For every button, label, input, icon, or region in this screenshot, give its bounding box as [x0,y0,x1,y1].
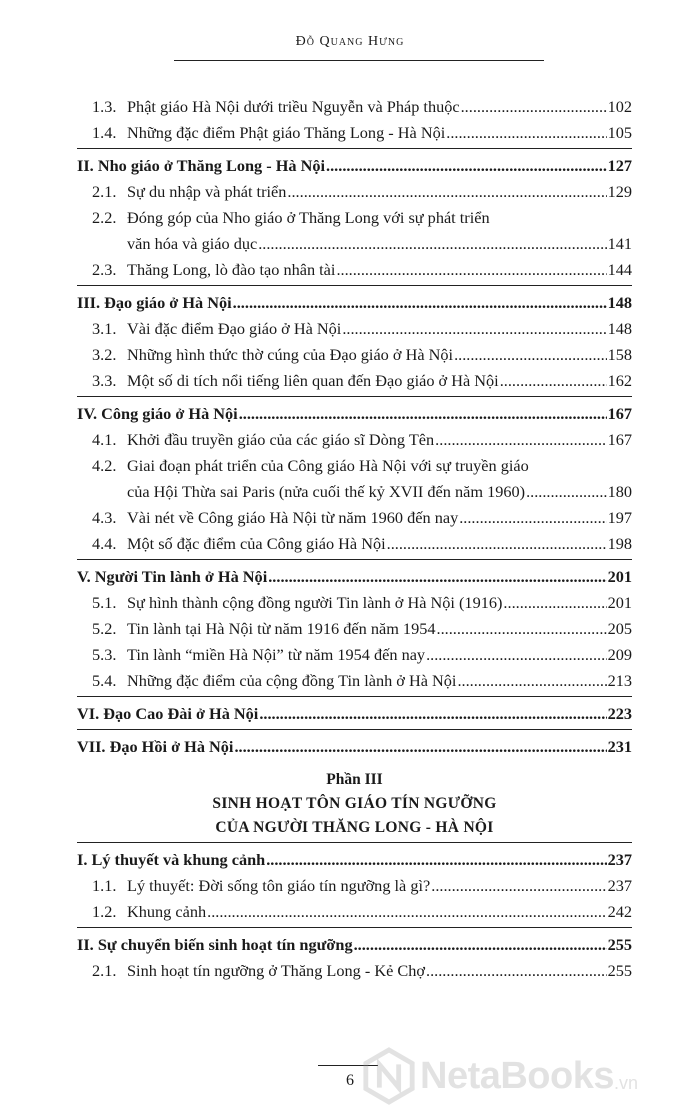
entry-title: Tin lành tại Hà Nội từ năm 1916 đến năm 1954 [127,619,436,638]
entry-title: Lý thuyết: Đời sống tôn giáo tín ngưỡng là gì? [127,876,431,895]
leader-dots [266,847,606,873]
entry-page: 209 [607,645,632,664]
leader-dots [426,958,607,984]
entry-page: 167 [607,430,632,449]
entry-page: 129 [607,182,632,201]
entry-number: 5.4. [92,671,117,690]
entry-number: 2.1. [92,961,117,980]
entry-title: Vài đặc điểm Đạo giáo ở Hà Nội [127,319,342,338]
entry-page: 127 [607,156,632,175]
entry-title: Một số di tích nổi tiếng liên quan đến Đạo giáo ở Hà Nội [127,371,499,390]
entry-number: 5.3. [92,645,117,664]
watermark-brand: NetaBooks [420,1054,614,1097]
entry-number: 1.3. [92,97,117,116]
leader-dots [387,531,607,557]
entry-page: 201 [607,567,632,586]
leader-dots [426,642,607,668]
toc-heading-entry [77,290,632,316]
entry-number: 3.2. [92,345,117,364]
leader-dots [446,120,606,146]
leader-dots [526,479,607,505]
toc-heading-entry [77,153,632,179]
entry-page: 231 [607,737,632,756]
page-number: 6 [346,1072,354,1089]
toc-entry [92,120,632,146]
entry-page: 201 [607,593,632,612]
entry-number: 4.3. [92,508,117,527]
entry-title-continued: văn hóa và giáo dục [127,234,258,253]
entry-number: 1.2. [92,902,117,921]
entry-page: 237 [607,876,632,895]
part-title-line-1: SINH HOẠT TÔN GIÁO TÍN NGƯỠNG [212,795,497,812]
entry-title: Giai đoạn phát triển của Công giáo Hà Nội với sự truyền giáo [127,456,529,475]
leader-dots [342,316,606,342]
entry-title: Sự hình thành cộng đồng người Tin lành ở Hà Nội (1916) [127,593,503,612]
entry-title: VI. Đạo Cao Đài ở Hà Nội [77,704,259,723]
entry-title: II. Sự chuyển biến sinh hoạt tín ngưỡng [77,935,353,954]
entry-page: 167 [607,404,632,423]
leader-dots [207,899,606,925]
entry-number: 4.4. [92,534,117,553]
entry-page: 255 [607,961,632,980]
entry-number: 2.2. [92,208,117,227]
leader-dots [457,668,606,694]
toc-entry [92,257,632,283]
part-label: Phần III [326,771,383,788]
toc-section-1 [77,94,632,760]
entry-page: 223 [607,704,632,723]
toc-entry [92,668,632,694]
running-head: Đỗ Quang Hưng [295,34,405,49]
entry-title: II. Nho giáo ở Thăng Long - Hà Nội [77,156,326,175]
toc-entry [92,642,632,668]
leader-dots [354,932,607,958]
entry-number: 5.1. [92,593,117,612]
toc-entry [92,94,632,120]
toc-heading-entry [77,847,632,873]
toc-entry [92,368,632,394]
entry-number: 4.1. [92,430,117,449]
leader-dots [435,427,606,453]
leader-dots [336,257,606,283]
toc-section-2 [77,842,632,984]
entry-page: 105 [607,123,632,142]
entry-page: 213 [607,671,632,690]
entry-title: Phật giáo Hà Nội dưới triều Nguyễn và Pháp thuộc [127,97,460,116]
entry-number: 1.1. [92,876,117,895]
leader-dots [461,94,607,120]
leader-dots [234,734,606,760]
leader-dots [258,231,606,257]
entry-page: 148 [607,319,632,338]
part-title-line-2: CỦA NGƯỜI THĂNG LONG - HÀ NỘI [215,819,494,836]
toc-entry [92,873,632,899]
entry-number: 3.1. [92,319,117,338]
entry-title: Một số đặc điểm của Công giáo Hà Nội [127,534,386,553]
entry-page: 141 [607,234,632,253]
entry-page: 102 [607,97,632,116]
toc-entry [92,531,632,557]
watermark [360,1046,700,1106]
entry-page: 198 [607,534,632,553]
leader-dots [500,368,607,394]
leader-dots [233,290,607,316]
leader-dots [431,873,606,899]
entry-title-continued: của Hội Thừa sai Paris (nửa cuối thế kỷ XVII đến năm 1960) [127,482,526,501]
leader-dots [503,590,606,616]
entry-title: IV. Công giáo ở Hà Nội [77,404,238,423]
entry-page: 255 [607,935,632,954]
entry-title: Thăng Long, lò đào tạo nhân tài [127,260,336,279]
toc-heading-entry [77,401,632,427]
leader-dots [287,179,606,205]
header-rule [174,60,544,61]
entry-page: 144 [607,260,632,279]
entry-page: 242 [607,902,632,921]
entry-number: 2.3. [92,260,117,279]
entry-title: Đóng góp của Nho giáo ở Thăng Long với sự phát triển [127,208,490,227]
entry-title: Sinh hoạt tín ngưỡng ở Thăng Long - Kẻ Chợ [127,961,425,980]
toc-entry [92,342,632,368]
toc-entry [92,616,632,642]
entry-page: 237 [607,850,632,869]
toc-heading-entry [77,701,632,727]
toc-heading-entry [77,734,632,760]
entry-title: Sự du nhập và phát triển [127,182,287,201]
watermark-suffix: .vn [614,1072,639,1093]
entry-title: Khung cảnh [127,902,207,921]
leader-dots [437,616,607,642]
toc-entry [92,505,632,531]
entry-page: 205 [607,619,632,638]
leader-dots [239,401,607,427]
entry-title: Những đặc điểm của cộng đồng Tin lành ở Hà Nội [127,671,457,690]
toc-entry [92,427,632,453]
entry-number: 4.2. [92,456,117,475]
entry-title: Vài nét về Công giáo Hà Nội từ năm 1960 đến nay [127,508,459,527]
toc-entry [92,590,632,616]
entry-title: Những đặc điểm Phật giáo Thăng Long - Hà Nội [127,123,446,142]
entry-page: 162 [607,371,632,390]
entry-page: 180 [607,482,632,501]
table-of-contents [77,94,632,984]
toc-entry [92,179,632,205]
toc-heading-entry [77,564,632,590]
entry-page: 158 [607,345,632,364]
entry-title: Khởi đầu truyền giáo của các giáo sĩ Dòng Tên [127,430,435,449]
toc-entry [92,316,632,342]
toc-entry [92,205,632,257]
entry-number: 5.2. [92,619,117,638]
entry-title: VII. Đạo Hồi ở Hà Nội [77,737,234,756]
entry-title: I. Lý thuyết và khung cảnh [77,850,266,869]
leader-dots [268,564,606,590]
entry-page: 197 [607,508,632,527]
entry-page: 148 [607,293,632,312]
entry-title: III. Đạo giáo ở Hà Nội [77,293,232,312]
entry-title: Tin lành “miền Hà Nội” từ năm 1954 đến nay [127,645,426,664]
entry-number: 1.4. [92,123,117,142]
entry-title: Những hình thức thờ cúng của Đạo giáo ở Hà Nội [127,345,454,364]
toc-entry [92,899,632,925]
leader-dots [459,505,606,531]
netabooks-logo-icon [360,1047,418,1105]
toc-entry [92,958,632,984]
toc-heading-entry [77,932,632,958]
entry-number: 2.1. [92,182,117,201]
leader-dots [326,153,607,179]
entry-number: 3.3. [92,371,117,390]
leader-dots [454,342,607,368]
leader-dots [259,701,606,727]
toc-entry [92,453,632,505]
entry-title: V. Người Tin lành ở Hà Nội [77,567,268,586]
